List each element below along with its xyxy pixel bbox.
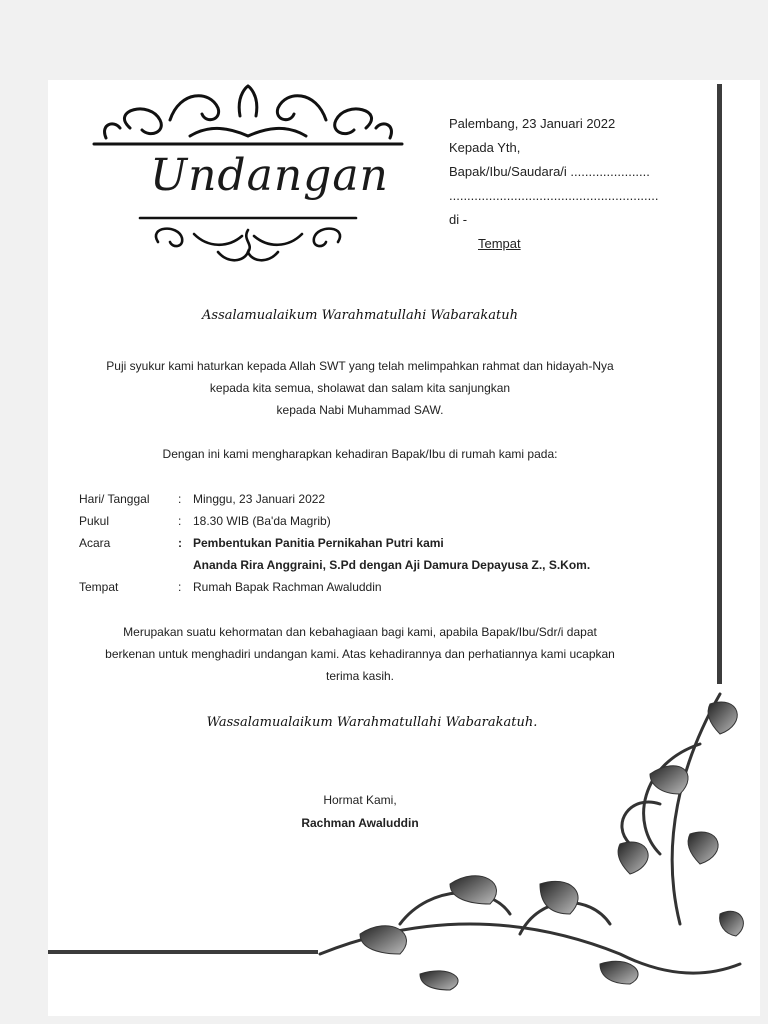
detail-date-value: Minggu, 23 Januari 2022 [193, 492, 326, 506]
recipient-place: Tempat [478, 236, 521, 251]
invitation-title: Undangan [150, 150, 389, 201]
detail-place-value: Rumah Bapak Rachman Awaluddin [193, 580, 382, 594]
detail-place-label: Tempat [79, 580, 119, 594]
recipient-dotted-line: .......................................................... [449, 188, 659, 203]
top-ornament [90, 80, 406, 152]
intro-line-3: kepada Nabi Muhammad SAW. [276, 403, 444, 417]
detail-colon: : [178, 536, 182, 550]
floral-corner-ornament [300, 684, 760, 1000]
closing-greeting: Wassalamualaikum Warahmatullahi Wabarakatuh. [206, 715, 538, 730]
detail-event-value: Pembentukan Panitia Pernikahan Putri kami [193, 536, 444, 550]
detail-colon: : [178, 514, 182, 528]
intro-line-1: Puji syukur kami haturkan kepada Allah SWT yang telah melimpahkan rahmat dan hidayah-Nya [106, 359, 614, 373]
closing-line-3: terima kasih. [325, 669, 395, 683]
title-underline-ornament [138, 212, 358, 266]
detail-event-value-2: Ananda Rira Anggraini, S.Pd dengan Aji Damura Depayusa Z., S.Kom. [193, 558, 591, 572]
detail-colon: : [178, 580, 182, 594]
closing-line-2: berkenan untuk menghadiri undangan kami. Atas kehadirannya dan perhatiannya kami ucapkan [105, 647, 615, 661]
invite-line: Dengan ini kami mengharapkan kehadiran Bapak/Ibu di rumah kami pada: [162, 447, 558, 461]
detail-colon: : [178, 492, 182, 506]
recipient-di-line: di - [449, 212, 468, 227]
recipient-name-line: Bapak/Ibu/Saudara/i ...................... [449, 164, 650, 179]
signature-name: Rachman Awaluddin [301, 816, 419, 830]
closing-line-1: Merupakan suatu kehormatan dan kebahagiaan bagi kami, apabila Bapak/Ibu/Sdr/i dapat [123, 625, 597, 639]
detail-event-label: Acara [79, 536, 111, 550]
right-border-line [717, 84, 722, 684]
detail-time-label: Pukul [79, 514, 110, 528]
opening-greeting: Assalamualaikum Warahmatullahi Wabarakatuh [202, 308, 518, 323]
intro-line-2: kepada kita semua, sholawat dan salam kita sanjungkan [209, 381, 511, 395]
detail-date-label: Hari/ Tanggal [79, 492, 150, 506]
recipient-to-line: Kepada Yth, [449, 140, 521, 155]
bottom-border-line [48, 950, 318, 954]
place-date: Palembang, 23 Januari 2022 [449, 116, 616, 131]
signature-regards: Hormat Kami, [323, 793, 397, 807]
detail-time-value: 18.30 WIB (Ba'da Magrib) [193, 514, 331, 528]
